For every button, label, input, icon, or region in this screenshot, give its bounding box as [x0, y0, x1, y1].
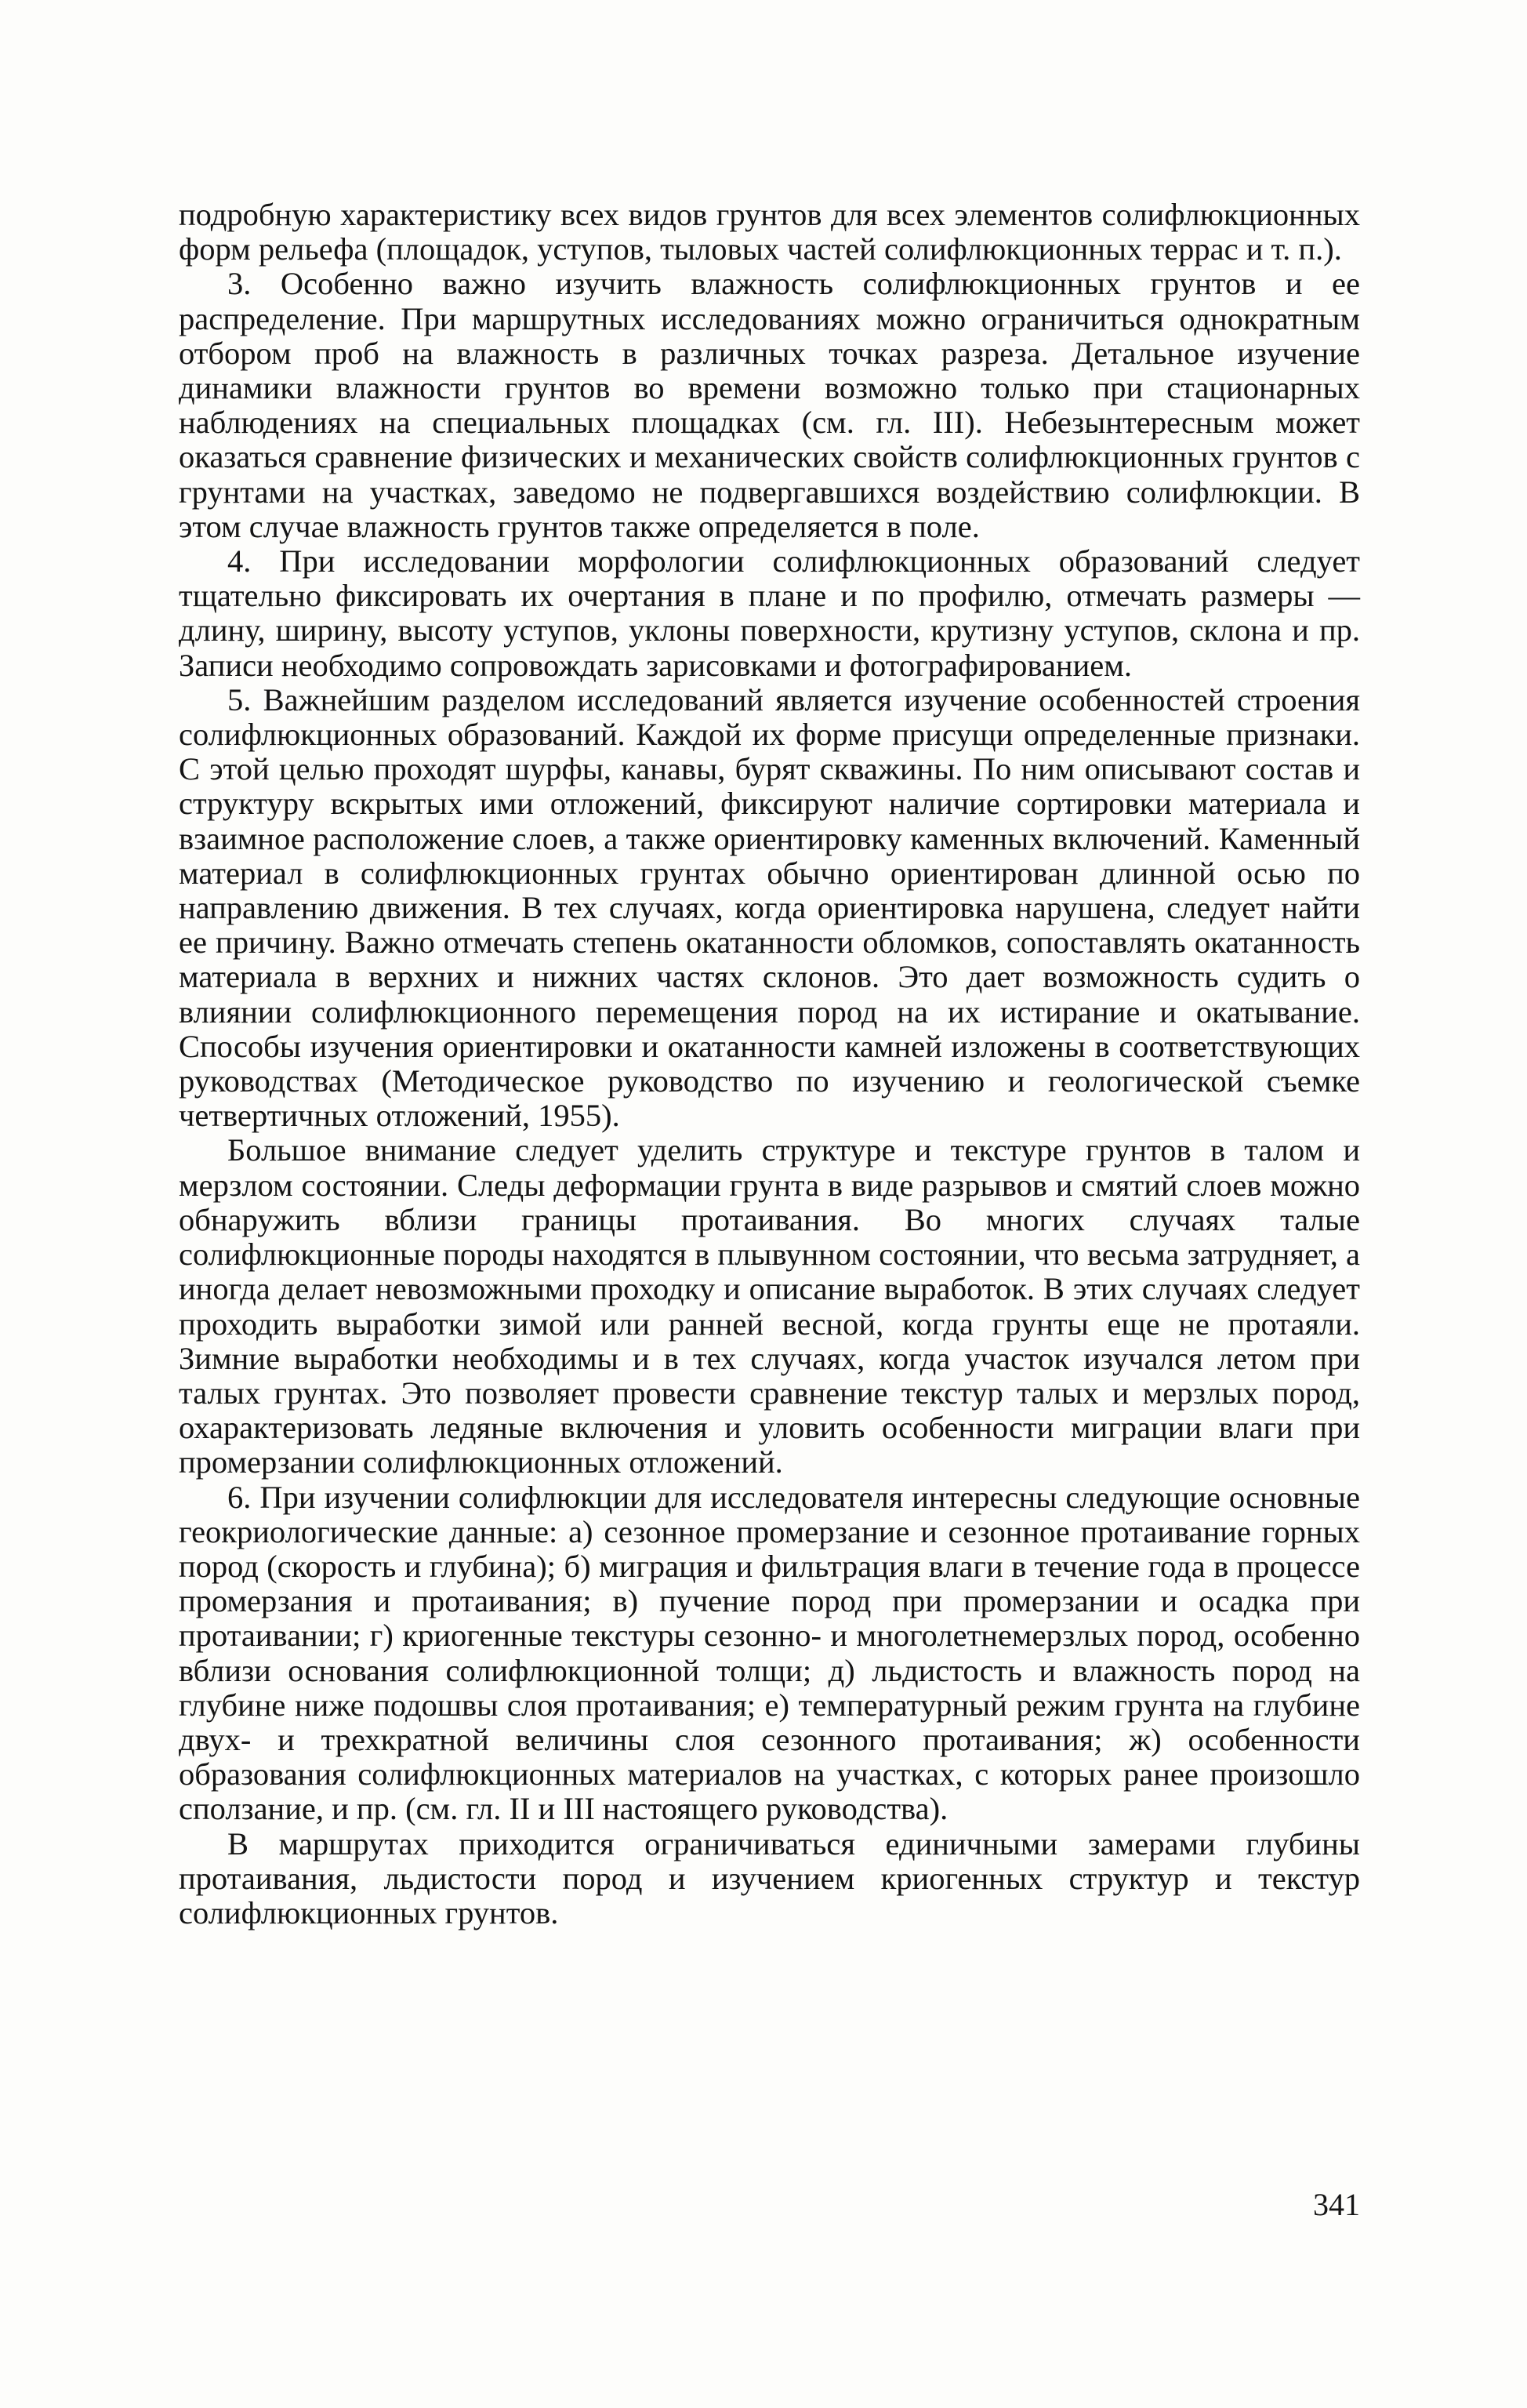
paragraph-continuation: подробную характеристику всех видов грунтов для всех элементов солифлюкционных форм рельефа (площадок, уступов, тыловых частей солифлюкционных террас и т. п.).	[179, 197, 1360, 267]
body-text	[179, 198, 1360, 1930]
paragraph-item-3: 3. Особенно важно изучить влажность солифлюкционных грунтов и ее распределение. При маршрутных исследованиях можно ограничиться однократным отбором проб на влажность в различных точках разреза. Детальное изучение динамики влажности грунтов во времени возможно только при стационарных наблюдениях на специальных площадках (см. гл. III). Небезынтересным может оказаться сравнение физических и механических свойств солифлюкционных грунтов с грунтами на участках, заведомо не подвергавшихся воздействию солифлюкции. В этом случае влажность грунтов также определяется в поле.	[179, 266, 1360, 544]
paragraph-routes: В маршрутах приходится ограничиваться единичными замерами глубины протаивания, льдистости пород и изучением криогенных структур и текстур солифлюкционных грунтов.	[179, 1825, 1360, 1930]
paragraph-structure-texture: Большое внимание следует уделить структуре и текстуре грунтов в талом и мерзлом состоянии. Следы деформации грунта в виде разрывов и смятий слоев можно обнаружить вблизи границы протаивания. Во многих случаях талые солифлюкционные породы находятся в плывунном состоянии, что весьма затрудняет, а иногда делает невозможными проходку и описание выработок. В этих случаях следует проходить выработки зимой или ранней весной, когда грунты еще не протаяли. Зимние выработки необходимы и в тех случаях, когда участок изучался летом при талых грунтах. Это позволяет провести сравнение текстур талых и мерзлых пород, охарактеризовать ледяные включения и уловить особенности миграции влаги при промерзании солифлюкционных отложений.	[179, 1132, 1360, 1480]
page-number: 341	[1313, 2187, 1360, 2222]
paragraph-item-4: 4. При исследовании морфологии солифлюкционных образований следует тщательно фиксировать их очертания в плане и по профилю, отмечать размеры — длину, ширину, высоту уступов, уклоны поверхности, крутизну уступов, склона и пр. Записи необходимо сопровождать зарисовками и фотографированием.	[179, 543, 1360, 683]
paragraph-item-5: 5. Важнейшим разделом исследований является изучение особенностей строения солифлюкционных образований. Каждой их форме присущи определенные признаки. С этой целью проходят шурфы, канавы, бурят скважины. По ним описывают состав и структуру вскрытых ими отложений, фиксируют наличие сортировки материала и взаимное расположение слоев, а также ориентировку каменных включений. Каменный материал в солифлюкционных грунтах обычно ориентирован длинной осью по направлению движения. В тех случаях, когда ориентировка нарушена, следует найти ее причину. Важно отмечать степень окатанности обломков, сопоставлять окатанность материала в верхних и нижних частях склонов. Это дает возможность судить о влиянии солифлюкционного перемещения пород на их истирание и окатывание. Способы изучения ориентировки и окатанности камней изложены в соответствующих руководствах (Методическое руководство по изучению и геологической съемке четвертичных отложений, 1955).	[179, 681, 1360, 1134]
paragraph-item-6: 6. При изучении солифлюкции для исследователя интересны следующие основные геокриологические данные: а) сезонное промерзание и сезонное протаивание горных пород (скорость и глубина); б) миграция и фильтрация влаги в течение года в процессе промерзания и протаивания; в) пучение пород при промерзании и осадка при протаивании; г) криогенные текстуры сезонно- и многолетнемерзлых пород, особенно вблизи основания солифлюкционной толщи; д) льдистость и влажность пород на глубине ниже подошвы слоя протаивания; е) температурный режим грунта на глубине двух- и трехкратной величины слоя сезонного протаивания; ж) особенности образования солифлюкционных материалов на участках, с которых ранее произошло сползание, и пр. (см. гл. II и III настоящего руководства).	[179, 1479, 1360, 1827]
